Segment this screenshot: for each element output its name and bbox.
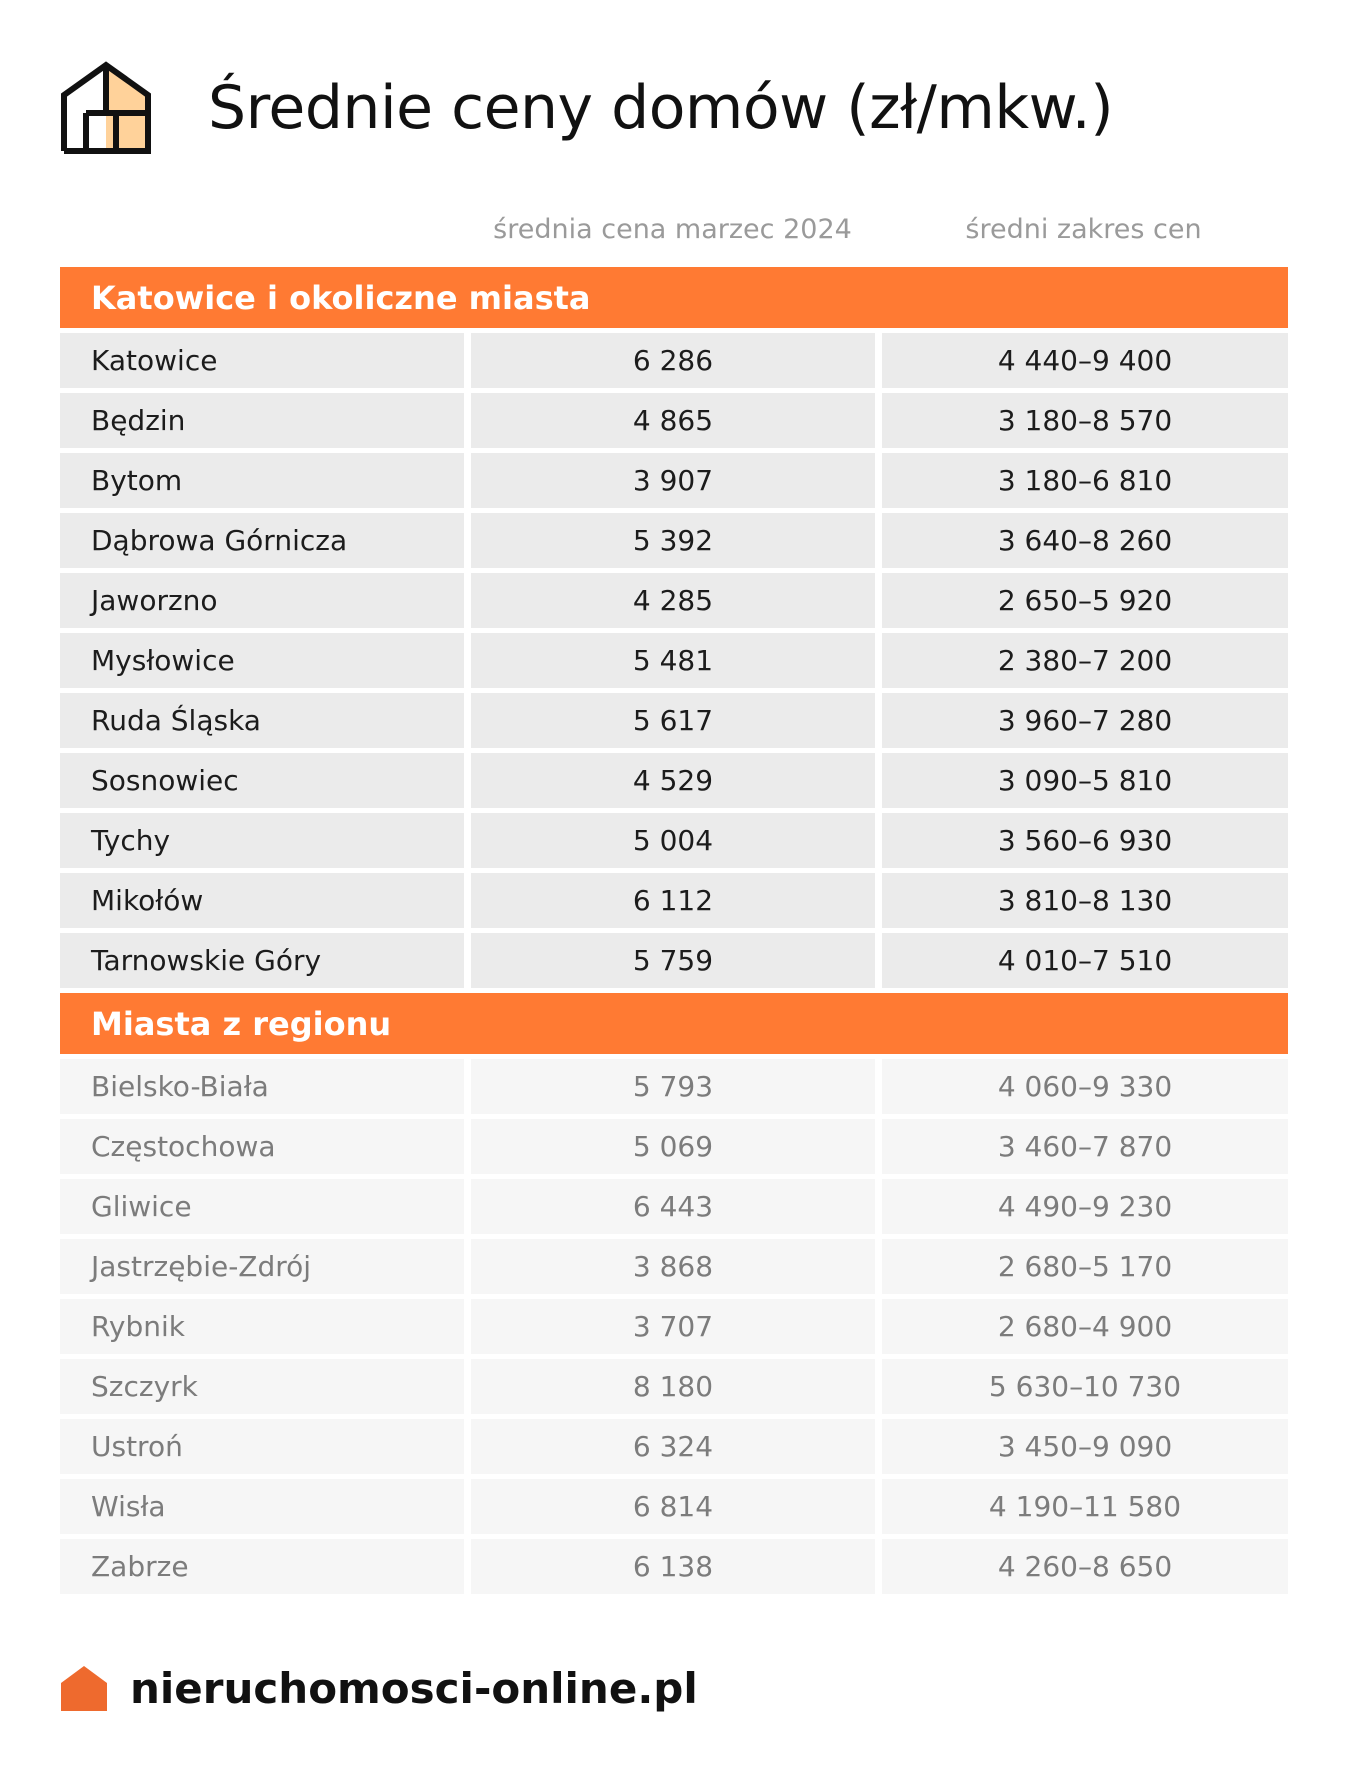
range-cell: 2 380–7 200 [882, 633, 1288, 688]
range-cell: 3 640–8 260 [882, 513, 1288, 568]
table-row [60, 753, 1288, 808]
section-header: Katowice i okoliczne miasta [60, 267, 1288, 328]
city-cell: Mysłowice [60, 633, 464, 688]
price-cell: 3 707 [471, 1299, 875, 1354]
city-cell: Sosnowiec [60, 753, 464, 808]
city-cell: Jastrzębie-Zdrój [60, 1239, 464, 1294]
price-cell: 5 069 [471, 1119, 875, 1174]
price-cell: 4 285 [471, 573, 875, 628]
range-cell: 4 440–9 400 [882, 333, 1288, 388]
city-cell: Ustroń [60, 1419, 464, 1474]
table-row [60, 573, 1288, 628]
price-cell: 5 617 [471, 693, 875, 748]
site-name: nieruchomosci-online.pl [130, 1663, 698, 1713]
city-cell: Jaworzno [60, 573, 464, 628]
range-cell: 3 450–9 090 [882, 1419, 1288, 1474]
price-cell: 5 004 [471, 813, 875, 868]
range-cell: 3 460–7 870 [882, 1119, 1288, 1174]
table-row [60, 633, 1288, 688]
house-icon [60, 61, 152, 155]
city-cell: Tychy [60, 813, 464, 868]
range-cell: 4 010–7 510 [882, 933, 1288, 988]
price-cell: 5 793 [471, 1059, 875, 1114]
section-rows [60, 1059, 1288, 1594]
price-cell: 5 481 [471, 633, 875, 688]
price-cell: 6 112 [471, 873, 875, 928]
price-cell: 5 759 [471, 933, 875, 988]
range-cell: 3 560–6 930 [882, 813, 1288, 868]
price-cell: 6 814 [471, 1479, 875, 1534]
price-cell: 6 324 [471, 1419, 875, 1474]
city-cell: Bielsko-Biała [60, 1059, 464, 1114]
price-cell: 5 392 [471, 513, 875, 568]
city-cell: Bytom [60, 453, 464, 508]
price-cell: 6 443 [471, 1179, 875, 1234]
range-cell: 2 680–4 900 [882, 1299, 1288, 1354]
section-header: Miasta z regionu [60, 993, 1288, 1054]
table-row [60, 453, 1288, 508]
table-row [60, 693, 1288, 748]
table-row [60, 1059, 1288, 1114]
price-cell: 3 907 [471, 453, 875, 508]
table-row [60, 873, 1288, 928]
city-cell: Ruda Śląska [60, 693, 464, 748]
price-table [60, 267, 1288, 1599]
city-cell: Katowice [60, 333, 464, 388]
column-headers [60, 214, 1288, 254]
table-row [60, 1299, 1288, 1354]
city-cell: Mikołów [60, 873, 464, 928]
range-cell: 3 180–8 570 [882, 393, 1288, 448]
city-cell: Gliwice [60, 1179, 464, 1234]
range-cell: 4 490–9 230 [882, 1179, 1288, 1234]
page-header [60, 58, 1113, 158]
price-cell: 8 180 [471, 1359, 875, 1414]
table-row [60, 1479, 1288, 1534]
range-cell: 2 650–5 920 [882, 573, 1288, 628]
column-header-price: średnia cena marzec 2024 [493, 214, 852, 245]
city-cell: Dąbrowa Górnicza [60, 513, 464, 568]
city-cell: Szczyrk [60, 1359, 464, 1414]
table-row [60, 933, 1288, 988]
price-cell: 3 868 [471, 1239, 875, 1294]
table-row [60, 1239, 1288, 1294]
range-cell: 3 810–8 130 [882, 873, 1288, 928]
range-cell: 2 680–5 170 [882, 1239, 1288, 1294]
section-rows [60, 333, 1288, 988]
range-cell: 4 060–9 330 [882, 1059, 1288, 1114]
table-row [60, 513, 1288, 568]
table-row [60, 1539, 1288, 1594]
table-row [60, 1119, 1288, 1174]
city-cell: Tarnowskie Góry [60, 933, 464, 988]
city-cell: Zabrze [60, 1539, 464, 1594]
table-row [60, 1359, 1288, 1414]
table-row [60, 393, 1288, 448]
range-cell: 3 090–5 810 [882, 753, 1288, 808]
range-cell: 5 630–10 730 [882, 1359, 1288, 1414]
city-cell: Będzin [60, 393, 464, 448]
city-cell: Wisła [60, 1479, 464, 1534]
range-cell: 4 190–11 580 [882, 1479, 1288, 1534]
city-cell: Częstochowa [60, 1119, 464, 1174]
table-row [60, 813, 1288, 868]
range-cell: 4 260–8 650 [882, 1539, 1288, 1594]
price-cell: 6 286 [471, 333, 875, 388]
city-cell: Rybnik [60, 1299, 464, 1354]
table-row [60, 1419, 1288, 1474]
page-title: Średnie ceny domów (zł/mkw.) [208, 73, 1114, 143]
table-row [60, 1179, 1288, 1234]
price-cell: 4 529 [471, 753, 875, 808]
price-cell: 4 865 [471, 393, 875, 448]
price-cell: 6 138 [471, 1539, 875, 1594]
table-row [60, 333, 1288, 388]
footer [60, 1658, 698, 1718]
column-header-range: średni zakres cen [965, 214, 1202, 245]
range-cell: 3 960–7 280 [882, 693, 1288, 748]
house-silhouette-icon [60, 1665, 108, 1711]
range-cell: 3 180–6 810 [882, 453, 1288, 508]
